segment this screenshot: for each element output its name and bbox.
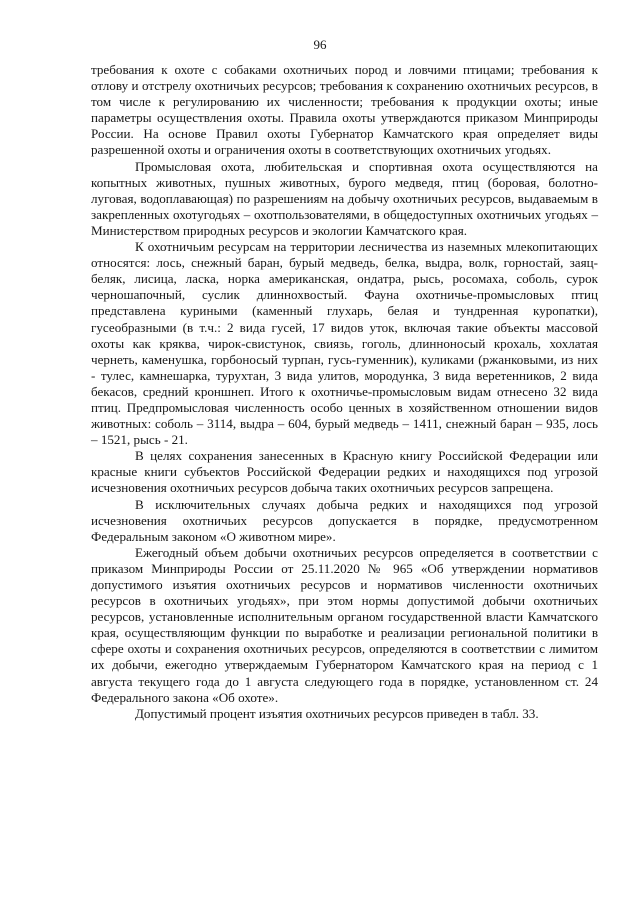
paragraph-red-book: В целях сохранения занесенных в Красную книгу Российской Федерации или красные книги субъектов Российской Федерации редких и находящихся под угрозой исчезновения охотничьих ресурсов добыча таких охотничьих ресурсов запрещена. [91,448,598,496]
paragraph-table-reference: Допустимый процент изъятия охотничьих ресурсов приведен в табл. 33. [135,705,539,721]
page-number: 96 [313,37,327,52]
paragraph-hunting-resources: К охотничьим ресурсам на территории лесничества из наземных млекопитающих относятся: лось, снежный баран, бурый медведь, белка, выдра, волк, горностай, заяц-беляк, лисица, ласка, норка американская, ондатра, рысь, росомаха, соболь, сурок черношапочный, суслик длиннохвостый. Фауна охотничье-промысловых птиц представлена куриными (каменный глухарь, белая и тундренная куропатки), гусеобразными (в т.ч.: 2 вида гусей, 17 видов уток, включая такие объекты массовой охоты как кряква, чирок-свистунок, свиязь, гоголь, длинноносый крохаль, хохлатая чернеть, каменушка, горбоносый турпан, гусь-гуменник), куликами (ржанковыми, из них - тулес, камнешарка, турухтан, 3 вида улитов, мородунка, 3 вида веретенников, 2 вида бекасов, средний кроншнеп. Итого к охотничье-промысловым видам отнесено 32 вида птиц. Предпромысловая численность особо ценных в хозяйственном отношении видов животных: соболь – 3114, выдра – 604, бурый медведь – 1411, снежный баран – 935, лось – 1521, рысь - 21. [91,239,598,448]
paragraph-annual-volume: Ежегодный объем добычи охотничьих ресурсов определяется в соответствии с приказом Минприроды России от 25.11.2020 № 965 «Об утверждении нормативов допустимого изъятия охотничьих ресурсов и нормативов численности охотничьих ресурсов в охотничьих угодьях», при этом нормы допустимой добычи охотничьих ресурсов, установленные исполнительным органом государственной власти Камчатского края, осуществляющим функции по выработке и реализации региональной политики в сфере охоты и сохранения охотничьих ресурсов, определяются в соответствии с лимитом их добычи, ежегодно утверждаемым Губернатором Камчатского края на период с 1 августа текущего года до 1 августа следующего года в порядке, установленном ст. 24 Федерального закона «Об охоте». [91,544,598,705]
paragraph-hunting-types: Промысловая охота, любительская и спортивная охота осуществляются на копытных животных, пушных животных, бурого медведя, птиц (боровая, болотно-луговая, водоплавающая) по разрешениям на добычу охотничьих ресурсов, выдаваемым в закрепленных охотугодьях – охотпользователями, в общедоступных охотничьих угодьях – Министерством природных ресурсов и экологии Камчатского края. [91,158,598,238]
paragraph-continuation: требования к охоте с собаками охотничьих пород и ловчими птицами; требования к отлову и отстрелу охотничьих ресурсов; требования к сохранению охотничьих ресурсов, в том числе к регулированию их численности; требования к продукции охоты; иные параметры осуществления охоты. Правила охоты утверждаются приказом Минприроды России. На основе Правил охоты Губернатор Камчатского края определяет виды разрешенной охоты и ограничения охоты в соответствующих охотничьих угодьях. [91,62,598,158]
paragraph-exceptions: В исключительных случаях добыча редких и находящихся под угрозой исчезновения охотничьих ресурсов допускается в порядке, предусмотренном Федеральным законом «О животном мире». [91,496,598,544]
body-text [91,62,598,722]
